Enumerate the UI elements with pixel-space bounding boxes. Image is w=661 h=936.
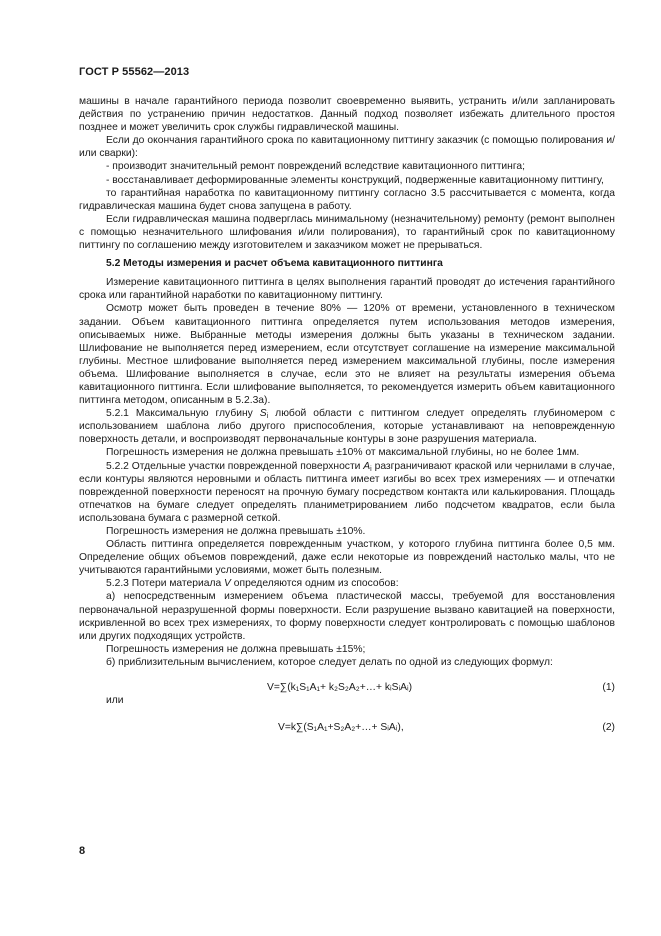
clause-text: определяются одним из способов: [230, 578, 399, 590]
section-heading: 5.2 Методы измерения и расчет объема кавитационного питтинга [106, 258, 443, 270]
formula-number: (2) [602, 722, 615, 734]
formula-2 [79, 721, 615, 734]
paragraph: Область питтинга определяется поврежденным участком, у которого глубина питтинга более 0,5 мм. Определение общих объемов повреждений, даже если некоторые из повреждений настолько малы, что не учитываются гарантийными условиями, может быть полезным. [79, 539, 615, 577]
formula-number: (1) [602, 682, 615, 694]
clause-text: 5.2.2 Отдельные участки поврежденной поверхности [106, 460, 364, 472]
clause-text: любой области с питтингом следует определять глубиномером с использованием шаблона либо другого приспособления, которые устанавливают на неповрежденную поверхность детали, и воспроизводят первоначальные контуры в зоне разрушения материала. [79, 408, 615, 446]
paragraph: Если гидравлическая машина подверглась минимальному (незначительному) ремонту (ремонт выполнен с помощью незначительного шлифования и/или полирования), то гарантийный срок по кавитационному питтингу по соглашению между изготовителем и заказчиком может не прерываться. [79, 213, 615, 252]
clause-text: разграничивают краской или чернилами в случае, если контуры являются неровными и область питтинга имеет изгибы во всех трех измерениях — и отпечатки поврежденной поверхности переносят на прочную бумагу посредством контакта или калькирования. Площадь отпечатков на бумаге следует определять планиметрированием либо подсчетом квадратов, если была использована бумага с размерной сеткой. [79, 460, 616, 524]
connector-word: или [106, 695, 124, 707]
page-body [79, 95, 615, 734]
paragraph: Погрешность измерения не должна превышать ±10%. [106, 526, 366, 537]
variable-symbol: V [224, 578, 231, 590]
paragraph: то гарантийная наработка по кавитационному питтингу согласно 3.5 рассчитывается с момента, когда гидравлическая машина будет снова запущена в работу. [79, 187, 615, 212]
paragraph: Осмотр может быть проведен в течение 80% — 120% от времени, установленного в техническом задании. Объем кавитационного питтинга определяется путем использования методов измерения, описываемых ниже. Выбранные методы измерения должны быть указаны в техническом задании. Шлифование не выполняется перед измерением, если отсутствует соглашение на измерение максимальной глубины. Местное шлифование выполняется перед измерением максимальной глубины, после измерения объема. Шлифование выполняется в случае, если это не влияет на результаты измерения объема кавитационного питтинга. Если шлифование выполняется, то рекомендуется измерить объем кавитационного питтинга методом, описанным в 5.2.3а). [79, 303, 615, 407]
list-item: б) приблизительным вычислением, которое следует делать по одной из следующих формул: [106, 656, 553, 668]
clause-text: 5.2.3 Потери материала [106, 578, 225, 590]
paragraph: Измерение кавитационного питтинга в целях выполнения гарантий проводят до истечения гарантийного срока или гарантийной наработки по кавитационному питтингу. [79, 277, 615, 302]
clause-5-2-2 [79, 460, 615, 525]
clause-5-2-3 [79, 577, 615, 590]
variable-subscript: i [370, 465, 372, 473]
formula-expression: V=k∑(S₁A₁+S₂A₂+…+ SᵢAᵢ), [278, 722, 404, 734]
paragraph: Погрешность измерения не должна превышать ±10% от максимальной глубины, но не более 1мм. [106, 447, 580, 459]
formula-1 [79, 681, 615, 694]
paragraph: Если до окончания гарантийного срока по кавитационному питтингу заказчик (с помощью полирования и/или сварки): [79, 135, 615, 160]
list-item: а) непосредственным измерением объема пластической массы, требуемой для восстановления первоначальной неразрушенной формы поверхности. Если разрушение вызвано кавитацией на поверхности, искривленной во всех трех измерениях, то форму поверхности следует контролировать с помощью шаблонов или других подходящих устройств. [79, 591, 615, 642]
variable-symbol: A [363, 460, 371, 472]
paragraph: Погрешность измерения не должна превышать ±15%; [106, 643, 366, 655]
clause-text: 5.2.1 Максимальную глубину [106, 408, 260, 420]
page-number: 8 [79, 845, 86, 857]
document-code-header: ГОСТ Р 55562—2013 [79, 66, 190, 78]
variable-subscript: i [266, 413, 269, 421]
list-item: - производит значительный ремонт повреждений вследствие кавитационного питтинга; [106, 161, 525, 173]
formula-expression: V=∑(k₁S₁A₁+ k₂S₂A₂+…+ kᵢSᵢAᵢ) [267, 682, 413, 694]
clause-5-2-1 [79, 407, 615, 446]
paragraph: машины в начале гарантийного периода позволит своевременно выявить, устранить и/или запланировать действия по устранению причин недостатков. Данный подход позволяет избежать длительного простоя позднее и может увеличить срок службы гидравлической машины. [79, 96, 615, 134]
list-item: - восстанавливает деформированные элементы конструкций, подверженные кавитационному питтингу, [106, 174, 604, 186]
variable-symbol: S [259, 408, 267, 420]
